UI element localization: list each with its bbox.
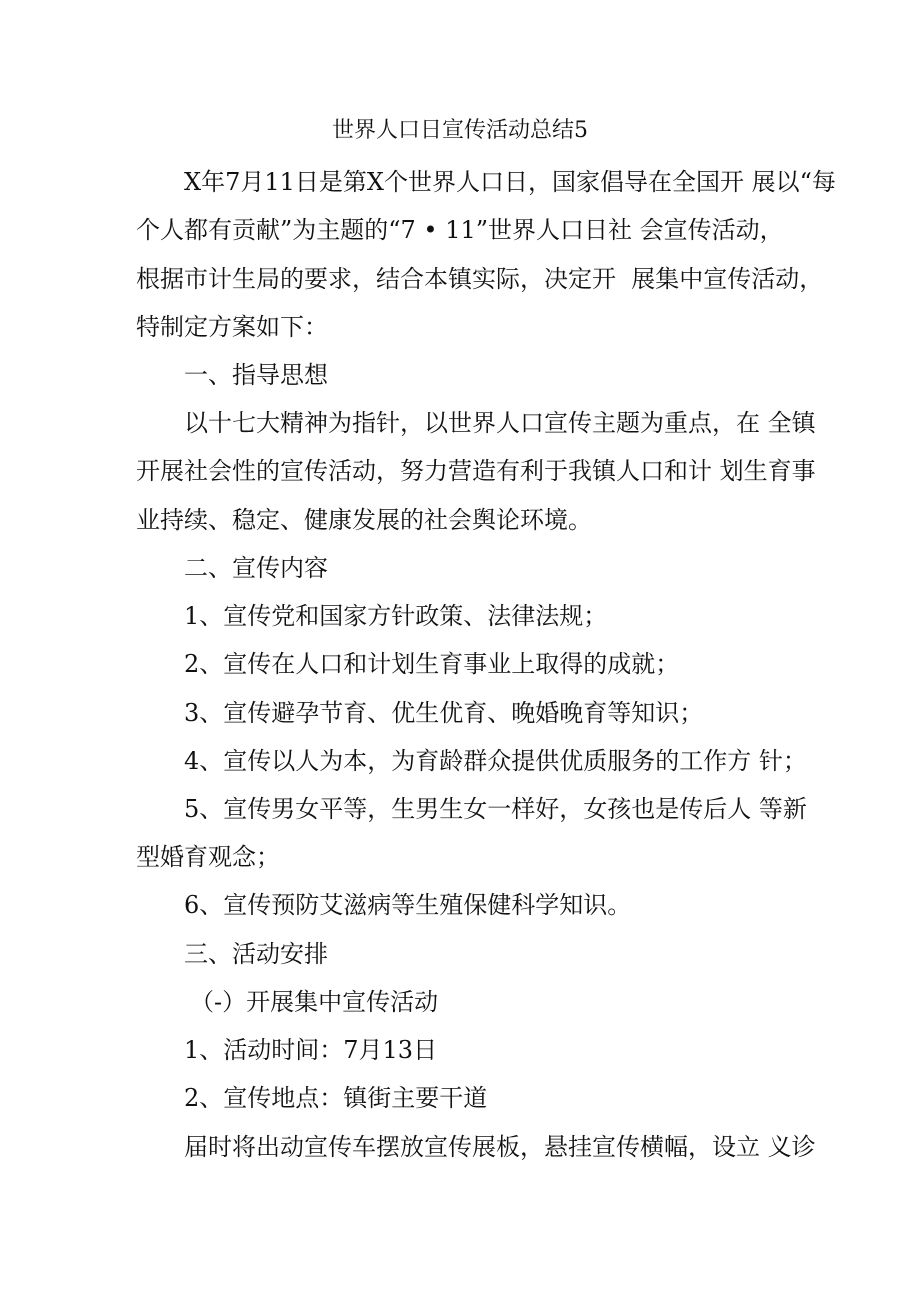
section-heading-1: 一、指导思想 [184, 361, 328, 389]
section1-line-3: 业持续、稳定、健康发展的社会舆论环境。 [136, 506, 592, 534]
content-item-5-line-2: 型婚育观念； [136, 843, 280, 871]
activity-time: 1、活动时间：7月13日 [184, 1036, 438, 1064]
content-item-2: 2、宣传在人口和计划生育事业上取得的成就； [184, 650, 680, 678]
intro-line-4: 特制定方案如下： [136, 313, 328, 341]
section1-line-2: 开展社会性的宣传活动，努力营造有利于我镇人口和计 划生育事 [136, 457, 816, 485]
intro-line-1: X年7月11日是第X个世界人口日，国家倡导在全国开 展以“每 [184, 168, 836, 196]
subsection-heading: （-）开展集中宣传活动 [190, 988, 439, 1016]
intro-line-2: 个人都有贡献”为主题的“7 • 11”世界人口日社 会宣传活动， [136, 216, 784, 244]
activity-details: 届时将出动宣传车摆放宣传展板，悬挂宣传横幅，设立 义诊 [184, 1133, 816, 1161]
content-item-5-line-1: 5、宣传男女平等，生男生女一样好，女孩也是传后人 等新 [184, 795, 807, 823]
content-item-6: 6、宣传预防艾滋病等生殖保健科学知识。 [184, 891, 632, 919]
content-item-1: 1、宣传党和国家方针政策、法律法规； [184, 602, 608, 630]
content-item-4: 4、宣传以人为本，为育龄群众提供优质服务的工作方 针； [184, 747, 807, 775]
section-heading-3: 三、活动安排 [184, 940, 328, 968]
section1-line-1: 以十七大精神为指针，以世界人口宣传主题为重点，在 全镇 [184, 409, 816, 437]
activity-location: 2、宣传地点：镇街主要干道 [184, 1084, 488, 1112]
section-heading-2: 二、宣传内容 [184, 554, 328, 582]
content-item-3: 3、宣传避孕节育、优生优育、晚婚晚育等知识； [184, 699, 704, 727]
page-title: 世界人口日宣传活动总结5 [332, 118, 588, 143]
intro-line-3: 根据市计生局的要求，结合本镇实际，决定开 展集中宣传活动， [136, 265, 824, 293]
